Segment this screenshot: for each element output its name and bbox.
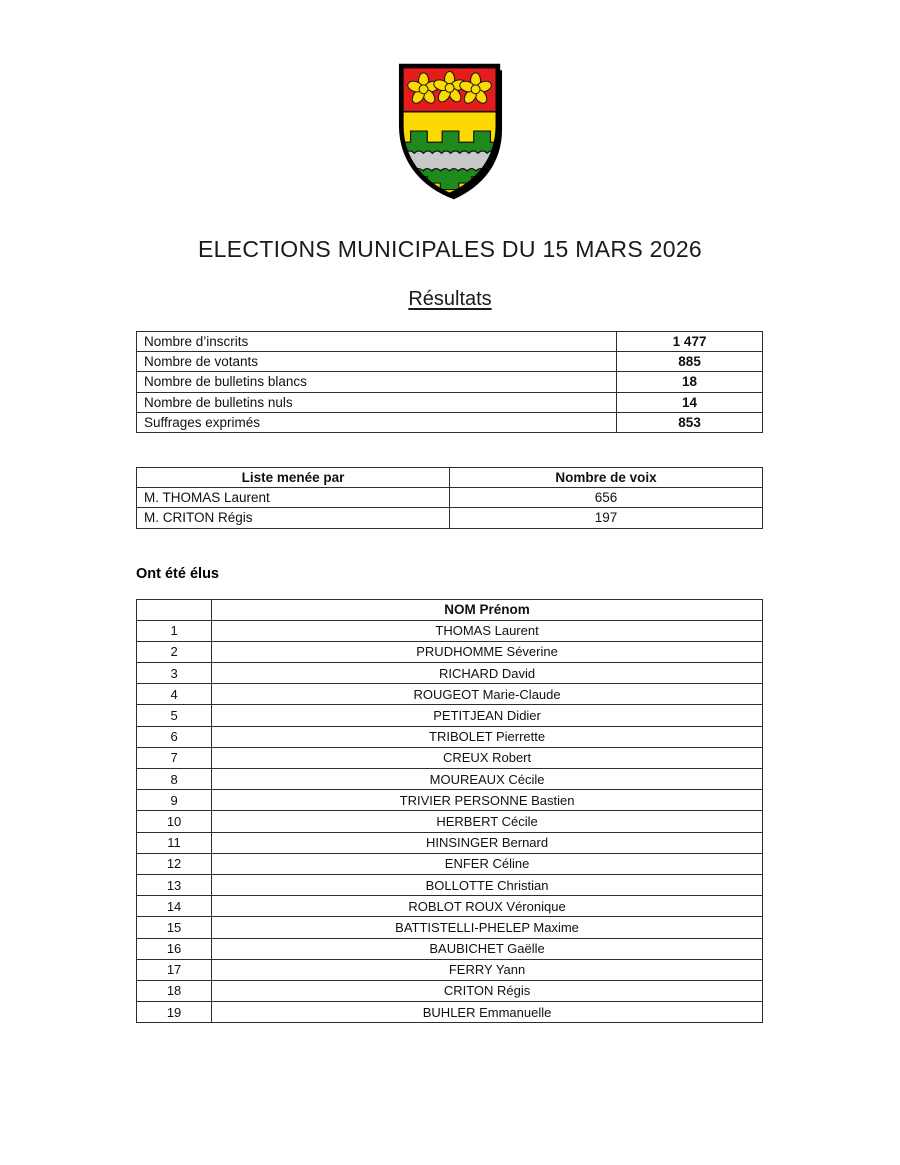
elected-name: HINSINGER Bernard bbox=[212, 832, 763, 853]
elected-name: HERBERT Cécile bbox=[212, 811, 763, 832]
turnout-label: Nombre de bulletins blancs bbox=[137, 372, 617, 392]
elected-rank: 18 bbox=[137, 980, 212, 1001]
elected-rank: 13 bbox=[137, 874, 212, 895]
elected-rank: 3 bbox=[137, 663, 212, 684]
elected-name: ROBLOT ROUX Véronique bbox=[212, 896, 763, 917]
elected-row bbox=[137, 641, 763, 662]
elected-name: BAUBICHET Gaëlle bbox=[212, 938, 763, 959]
turnout-value: 885 bbox=[617, 352, 763, 372]
elected-name: CREUX Robert bbox=[212, 747, 763, 768]
elected-rank: 6 bbox=[137, 726, 212, 747]
elected-row bbox=[137, 917, 763, 938]
elected-name: FERRY Yann bbox=[212, 959, 763, 980]
elected-row bbox=[137, 874, 763, 895]
elected-rank: 1 bbox=[137, 620, 212, 641]
elected-row bbox=[137, 832, 763, 853]
elected-table-body bbox=[137, 620, 763, 1023]
coat-of-arms-icon bbox=[392, 57, 509, 207]
elected-rank: 7 bbox=[137, 747, 212, 768]
list-votes: 197 bbox=[450, 508, 763, 528]
elected-row bbox=[137, 705, 763, 726]
elected-name: BUHLER Emmanuelle bbox=[212, 1002, 763, 1023]
elected-name: BOLLOTTE Christian bbox=[212, 874, 763, 895]
elected-name: ROUGEOT Marie-Claude bbox=[212, 684, 763, 705]
turnout-value: 1 477 bbox=[617, 332, 763, 352]
elected-rank: 17 bbox=[137, 959, 212, 980]
turnout-row bbox=[137, 332, 763, 352]
turnout-table-body bbox=[137, 332, 763, 433]
elected-name: TRIBOLET Pierrette bbox=[212, 726, 763, 747]
elected-row bbox=[137, 853, 763, 874]
turnout-row bbox=[137, 372, 763, 392]
elected-heading: Ont été élus bbox=[136, 565, 219, 582]
elected-rank: 12 bbox=[137, 853, 212, 874]
elected-rank: 15 bbox=[137, 917, 212, 938]
turnout-row bbox=[137, 412, 763, 432]
lists-table-header-row bbox=[137, 467, 763, 487]
elected-row bbox=[137, 726, 763, 747]
elected-table-header-name: NOM Prénom bbox=[212, 599, 763, 620]
elected-name: CRITON Régis bbox=[212, 980, 763, 1001]
elected-table-header-row bbox=[137, 599, 763, 620]
elected-table bbox=[136, 599, 763, 1024]
elected-rank: 11 bbox=[137, 832, 212, 853]
elected-rank: 16 bbox=[137, 938, 212, 959]
elected-row bbox=[137, 811, 763, 832]
results-subtitle: Résultats bbox=[408, 288, 492, 310]
elected-row bbox=[137, 1002, 763, 1023]
elected-row bbox=[137, 769, 763, 790]
elected-row bbox=[137, 896, 763, 917]
elected-row bbox=[137, 980, 763, 1001]
elected-rank: 2 bbox=[137, 641, 212, 662]
document-title: ELECTIONS MUNICIPALES DU 15 MARS 2026 bbox=[197, 236, 703, 262]
elected-name: BATTISTELLI-PHELEP Maxime bbox=[212, 917, 763, 938]
lists-table-body bbox=[137, 488, 763, 528]
elected-row bbox=[137, 959, 763, 980]
list-name: M. CRITON Régis bbox=[137, 508, 450, 528]
turnout-value: 18 bbox=[617, 372, 763, 392]
elected-rank: 9 bbox=[137, 790, 212, 811]
elected-name: MOUREAUX Cécile bbox=[212, 769, 763, 790]
list-votes: 656 bbox=[450, 488, 763, 508]
lists-table bbox=[136, 467, 763, 529]
elected-rank: 5 bbox=[137, 705, 212, 726]
elected-rank: 8 bbox=[137, 769, 212, 790]
coat-of-arms bbox=[0, 0, 900, 212]
elected-rank: 10 bbox=[137, 811, 212, 832]
turnout-label: Nombre d’inscrits bbox=[137, 332, 617, 352]
elected-rank: 4 bbox=[137, 684, 212, 705]
turnout-label: Suffrages exprimés bbox=[137, 412, 617, 432]
elected-row bbox=[137, 747, 763, 768]
elected-rank: 19 bbox=[137, 1002, 212, 1023]
elected-row bbox=[137, 790, 763, 811]
elected-name: THOMAS Laurent bbox=[212, 620, 763, 641]
elected-name: PRUDHOMME Séverine bbox=[212, 641, 763, 662]
elected-row bbox=[137, 938, 763, 959]
lists-table-header-list: Liste menée par bbox=[137, 467, 450, 487]
elected-name: PETITJEAN Didier bbox=[212, 705, 763, 726]
elected-row bbox=[137, 663, 763, 684]
turnout-value: 853 bbox=[617, 412, 763, 432]
turnout-table bbox=[136, 331, 763, 433]
elected-name: TRIVIER PERSONNE Bastien bbox=[212, 790, 763, 811]
elected-name: ENFER Céline bbox=[212, 853, 763, 874]
elected-rank: 14 bbox=[137, 896, 212, 917]
turnout-row bbox=[137, 352, 763, 372]
list-name: M. THOMAS Laurent bbox=[137, 488, 450, 508]
turnout-label: Nombre de bulletins nuls bbox=[137, 392, 617, 412]
list-row bbox=[137, 508, 763, 528]
turnout-row bbox=[137, 392, 763, 412]
elected-row bbox=[137, 620, 763, 641]
elected-name: RICHARD David bbox=[212, 663, 763, 684]
elected-table-header-rank bbox=[137, 599, 212, 620]
turnout-value: 14 bbox=[617, 392, 763, 412]
list-row bbox=[137, 488, 763, 508]
lists-table-header-votes: Nombre de voix bbox=[450, 467, 763, 487]
elected-row bbox=[137, 684, 763, 705]
turnout-label: Nombre de votants bbox=[137, 352, 617, 372]
